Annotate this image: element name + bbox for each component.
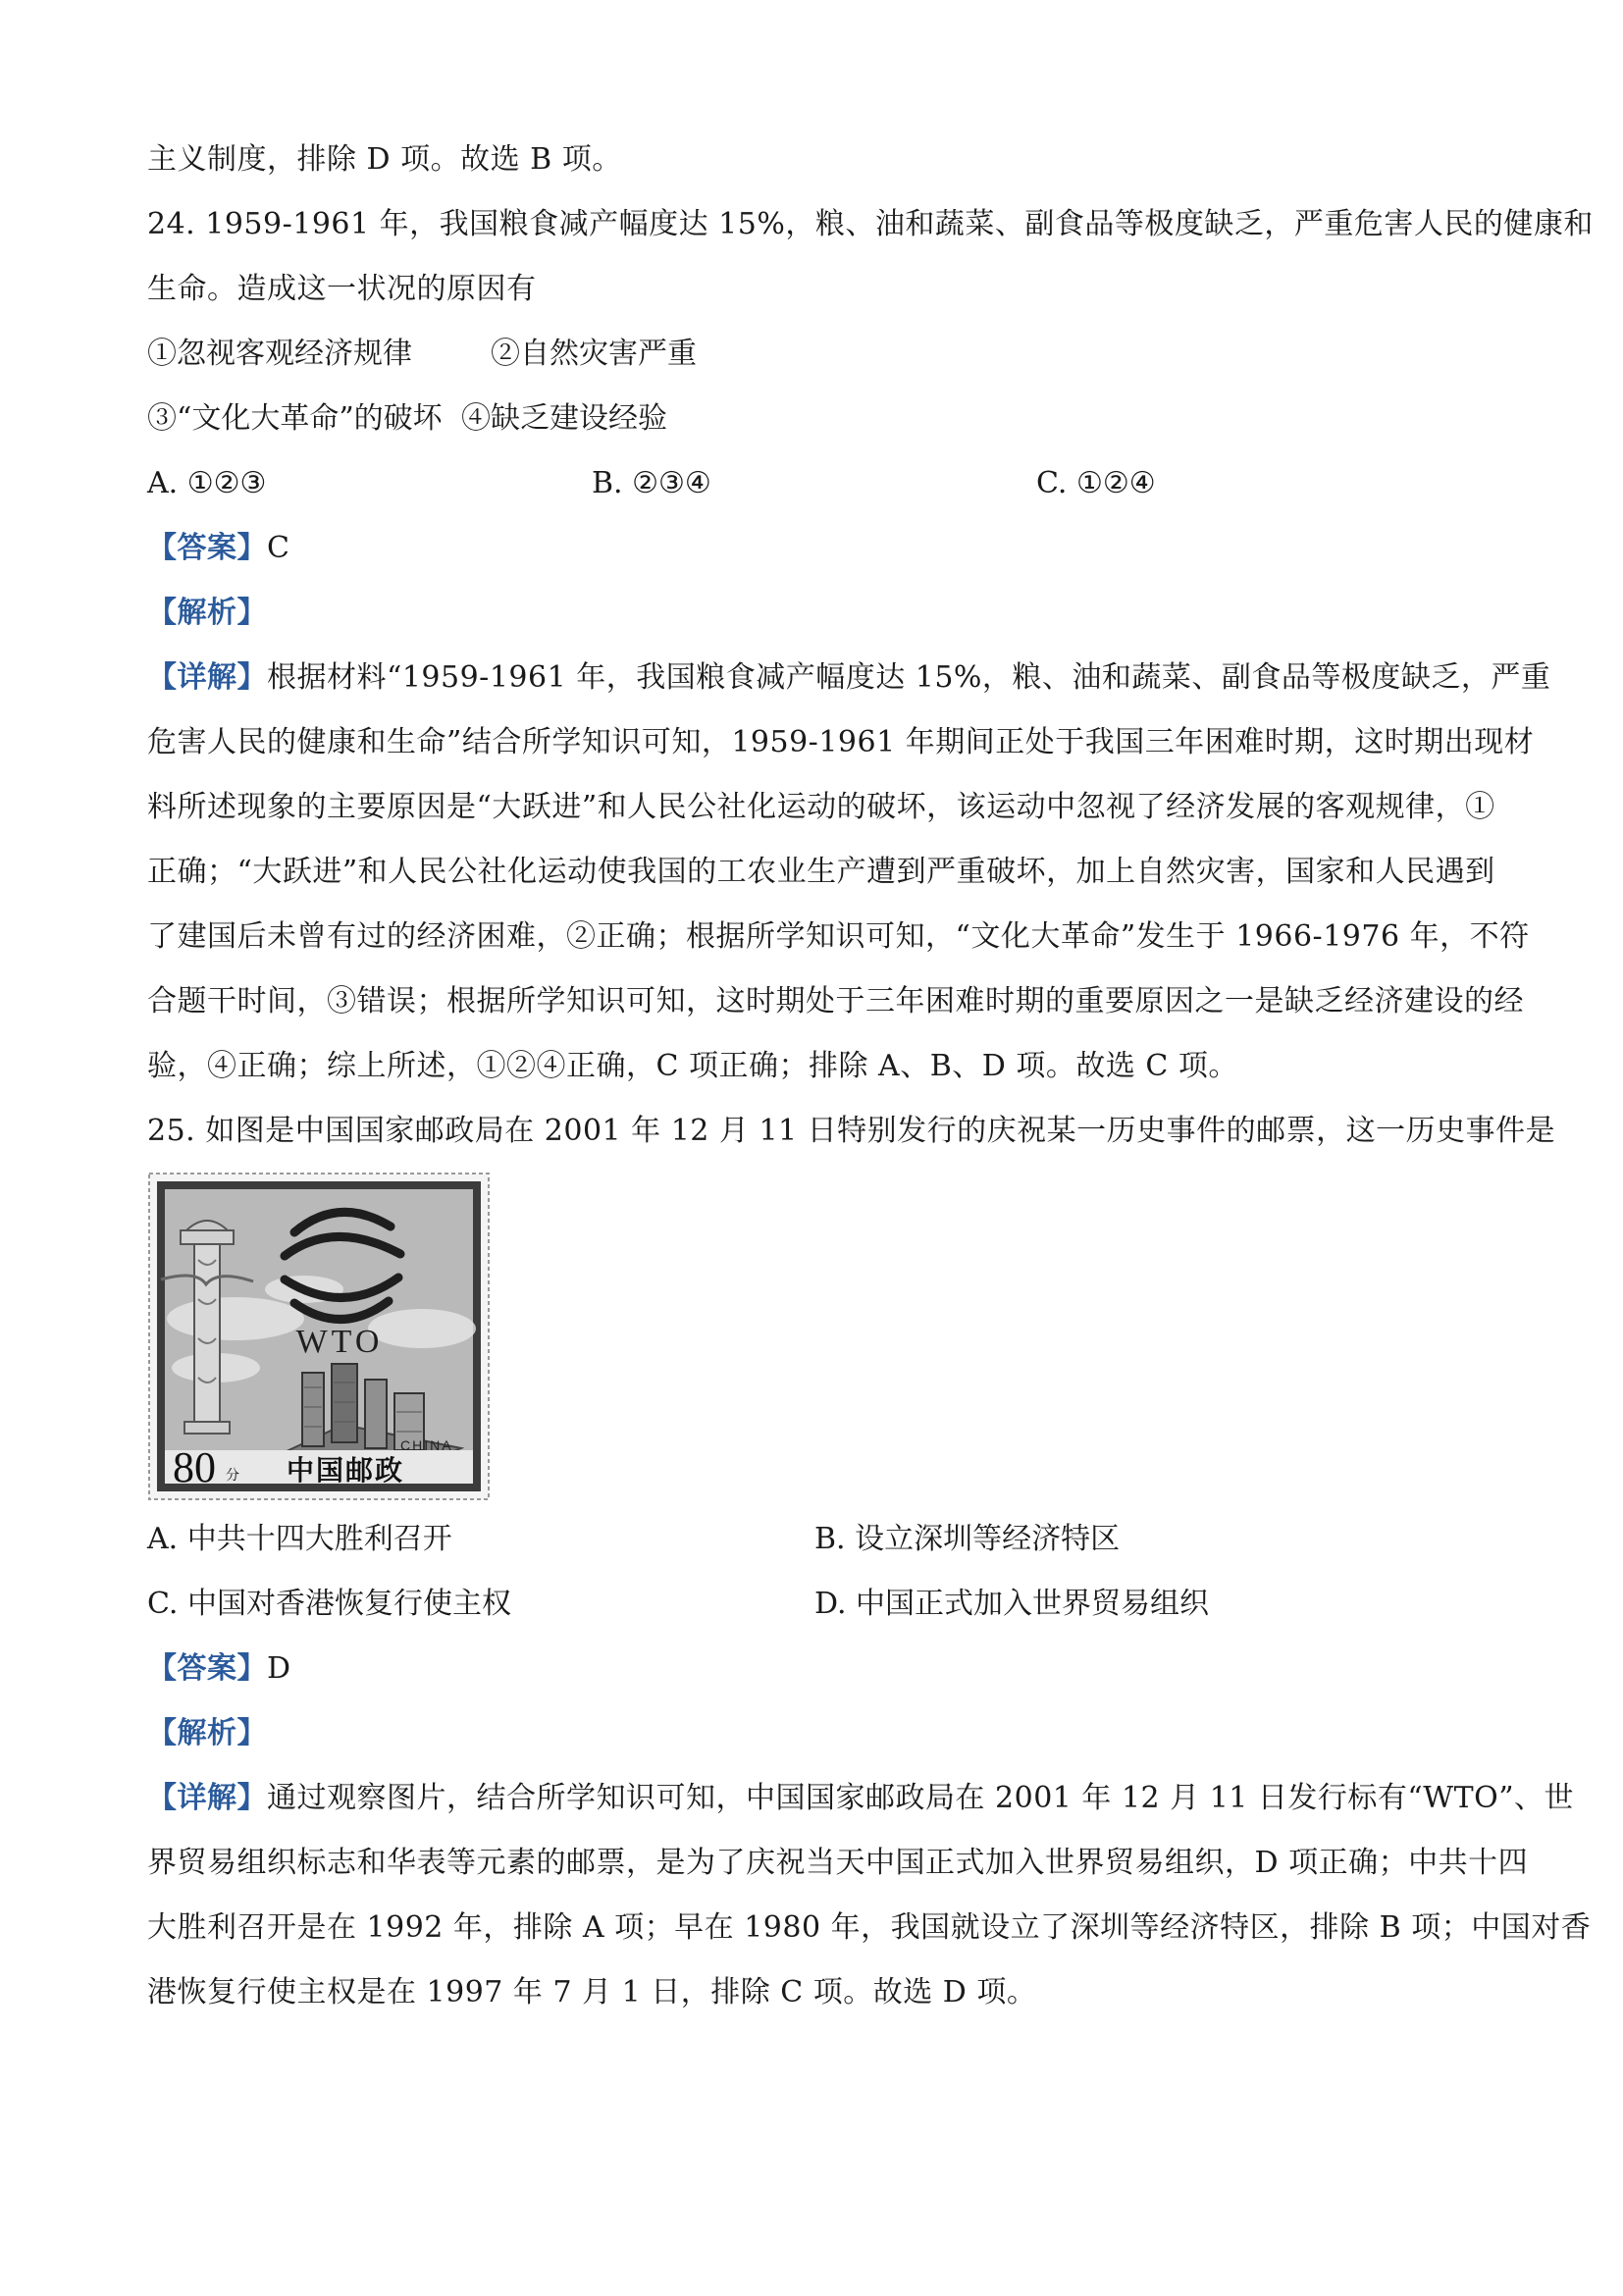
q24-stem-line-1: 24. 1959-1961 年，我国粮食减产幅度达 15%，粮、油和蔬菜、副食品等极度缺乏，严重危害人民的健康和 [147, 207, 1594, 241]
q24-option-a: A. ①②③ [147, 466, 267, 500]
q25-analysis-tag: 【解析】 [147, 1716, 267, 1750]
q24-options [147, 451, 1482, 516]
q25-answer: D [267, 1651, 291, 1686]
q24-stem-line-2: 生命。造成这一状况的原因有 [147, 272, 537, 306]
q24-detail-first: 根据材料“1959-1961 年，我国粮食减产幅度达 15%，粮、油和蔬菜、副食品等极度缺乏，严重 [267, 660, 1551, 695]
q25-detail-line-4: 港恢复行使主权是在 1997 年 7 月 1 日，排除 C 项。故选 D 项。 [147, 1975, 1037, 2009]
q24-analysis-line [147, 581, 1482, 646]
q24-detail-line-7: 验，④正确；综上所述，①②④正确，C 项正确；排除 A、B、D 项。故选 C 项。 [147, 1049, 1238, 1083]
q25-detail-line-2: 界贸易组织标志和华表等元素的邮票，是为了庆祝当天中国正式加入世界贸易组织，D 项正确；中共十四 [147, 1846, 1529, 1880]
q24-items-row-1 [147, 322, 1482, 387]
stamp-post-text: 中国邮政 [287, 1454, 405, 1487]
q25-stem: 25. 如图是中国国家邮政局在 2001 年 12 月 11 日特别发行的庆祝某一历史事件的邮票，这一历史事件是 [147, 1114, 1556, 1148]
q24-detail-line-6: 合题干时间，③错误；根据所学知识可知，这时期处于三年困难时期的重要原因之一是缺乏经济建设的经 [147, 984, 1524, 1018]
q24-answer-tag: 【答案】 [147, 531, 267, 565]
previous-answer-tail: 主义制度，排除 D 项。故选 B 项。 [147, 142, 622, 177]
q24-detail-line-3: 料所述现象的主要原因是“大跃进”和人民公社化运动的破坏，该运动中忽视了经济发展的客观规律，① [147, 790, 1495, 824]
q25-option-d: D. 中国正式加入世界贸易组织 [814, 1587, 1210, 1621]
q25-option-c: C. 中国对香港恢复行使主权 [147, 1587, 511, 1621]
q25-option-a: A. 中共十四大胜利召开 [147, 1522, 452, 1556]
q24-item-4: ④缺乏建设经验 [461, 401, 667, 436]
stamp-denomination-unit: 分 [226, 1468, 239, 1484]
q24-item-3: ③“文化大革命”的破坏 [147, 401, 443, 436]
q25-options-row-2 [147, 1572, 1482, 1637]
q25-options-row-1 [147, 1507, 1482, 1572]
stamp-denomination: 80 [173, 1443, 216, 1491]
q25-analysis-line [147, 1701, 1482, 1766]
q24-item-1: ①忽视客观经济规律 [147, 337, 412, 371]
q24-detail-line-5: 了建国后未曾有过的经济困难，②正确；根据所学知识可知，“文化大革命”发生于 1966-1976 年，不符 [147, 919, 1530, 954]
q24-analysis-tag: 【解析】 [147, 596, 267, 630]
q25-detail-line-1 [147, 1766, 1575, 1831]
q25-option-b: B. 设立深圳等经济特区 [814, 1522, 1121, 1556]
q25-detail-first: 通过观察图片，结合所学知识可知，中国国家邮政局在 2001 年 12 月 11 日发行标有“WTO”、世 [267, 1781, 1575, 1815]
wto-stamp-image [147, 1172, 491, 1501]
q24-option-c: C. ①②④ [1036, 466, 1156, 500]
q24-option-b: B. ②③④ [592, 466, 711, 500]
q24-answer: C [267, 531, 290, 565]
stamp-illustration [147, 1172, 491, 1501]
q24-item-2: ②自然灾害严重 [491, 337, 697, 371]
stamp-wto-text: WTO [295, 1324, 384, 1360]
q24-detail-tag: 【详解】 [147, 660, 267, 695]
q24-items-row-2 [147, 387, 1482, 451]
q25-detail-line-3: 大胜利召开是在 1992 年，排除 A 项；早在 1980 年，我国就设立了深圳等经济特区，排除 B 项；中国对香 [147, 1910, 1592, 1945]
q25-answer-tag: 【答案】 [147, 1651, 267, 1686]
stamp-china-text: CHINA [400, 1437, 453, 1453]
q25-detail-tag: 【详解】 [147, 1781, 267, 1815]
q24-detail-line-4: 正确；“大跃进”和人民公社化运动使我国的工农业生产遭到严重破坏，加上自然灾害，国家和人民遇到 [147, 855, 1495, 889]
q24-detail-line-2: 危害人民的健康和生命”结合所学知识可知，1959-1961 年期间正处于我国三年困难时期，这时期出现材 [147, 725, 1535, 759]
q24-answer-line [147, 516, 1482, 581]
q25-answer-line [147, 1637, 1482, 1701]
q24-detail-line-1 [147, 646, 1551, 710]
document-page [147, 128, 1594, 2025]
